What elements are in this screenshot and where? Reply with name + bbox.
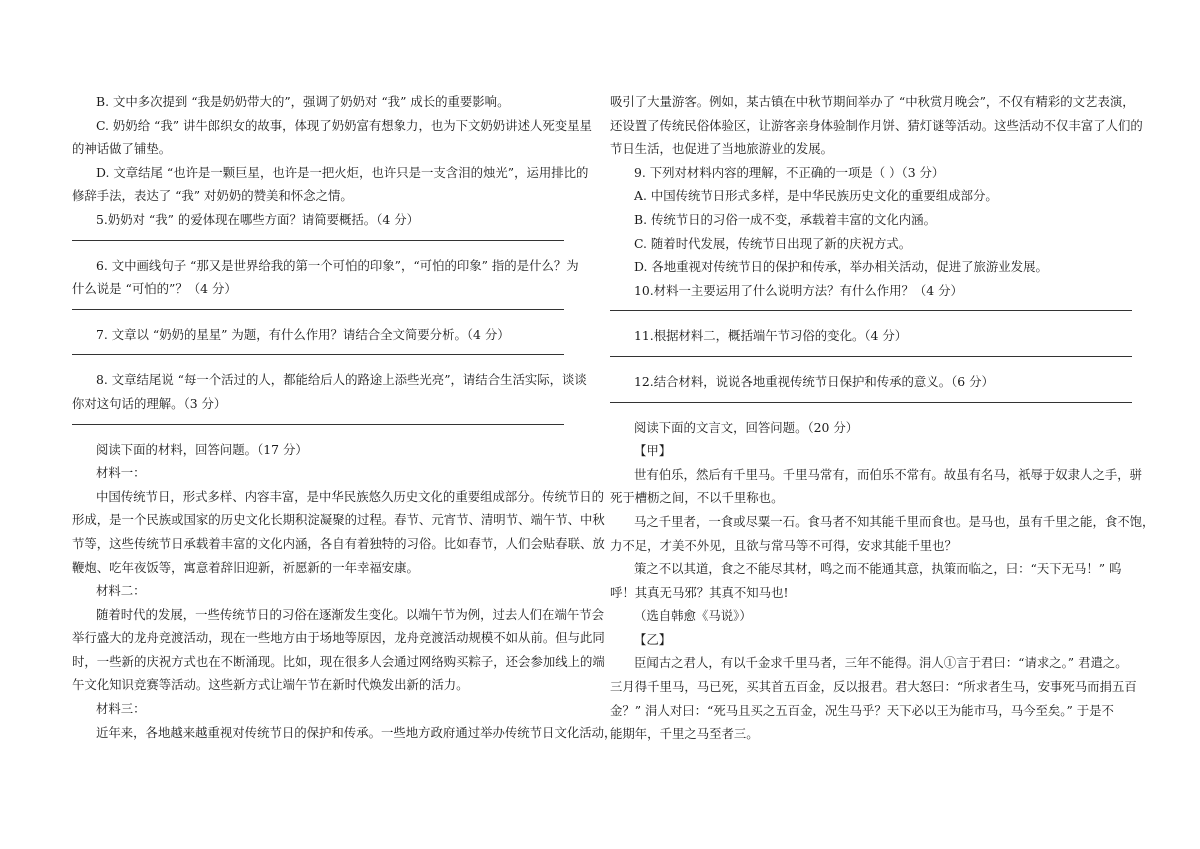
material-1-title: 材料一： [96,465,146,481]
passage-yi-line: 能期年，千里之马至者三。 [610,726,759,742]
material-1-line: 形成，是一个民族或国家的历史文化长期积淀凝聚的过程。春节、元宵节、清明节、端午节、中秋 [72,512,605,528]
material-2-title: 材料二： [96,583,146,599]
passage-jia-line: 策之不以其道，食之不能尽其材，鸣之而不能通其意，执策而临之，曰：“天下无马！” 呜 [634,561,1122,577]
material-2-line: 随着时代的发展，一些传统节日的习俗在逐渐发生变化。以端午节为例，过去人们在端午节会 [96,606,605,622]
q9-option-b: B. 传统节日的习俗一成不变，承载着丰富的文化内涵。 [634,211,936,227]
question-6-cont: 什么说是 “可怕的”？（4 分） [72,281,237,297]
q9-option-d: D. 各地重视对传统节日的保护和传承，举办相关活动，促进了旅游业发展。 [634,259,1048,275]
question-9: 9. 下列对材料内容的理解，不正确的一项是（ ）（3 分） [634,164,945,180]
reading-intro: 阅读下面的材料，回答问题。（17 分） [96,441,308,457]
material-3-title: 材料三： [96,701,146,717]
material-1-line: 鞭炮、吃年夜饭等，寓意着辞旧迎新，祈愿新的一年幸福安康。 [72,559,419,575]
q4-option-d-cont: 修辞手法，表达了 “我” 对奶奶的赞美和怀念之情。 [72,188,353,204]
question-11: 11.根据材料二，概括端午节习俗的变化。（4 分） [634,328,908,344]
question-7: 7. 文章以 “奶奶的星星” 为题，有什么作用？请结合全文简要分析。（4 分） [96,326,510,342]
passage-jia-line: 力不足，才美不外见，且欲与常马等不可得，安求其能千里也？ [610,537,957,553]
material-2-line: 时，一些新的庆祝方式也在不断涌现。比如，现在很多人会通过网络购买粽子，还会参加线上的端 [72,653,605,669]
question-10: 10.材料一主要运用了什么说明方法？有什么作用？（4 分） [634,282,963,298]
q4-option-c-cont: 的神话做了铺垫。 [72,141,172,157]
passage-jia-source: （选自韩愈《马说》） [634,608,752,624]
q4-option-b: B. 文中多次提到 “我是奶奶带大的”，强调了奶奶对 “我” 成长的重要影响。 [96,94,510,109]
question-8-cont: 你对这句话的理解。（3 分） [72,395,227,411]
question-6: 6. 文中画线句子 “那又是世界给我的第一个可怕的印象”，“可怕的印象” 指的是什么？为 [96,257,579,273]
material-1-line: 中国传统节日，形式多样、内容丰富，是中华民族悠久历史文化的重要组成部分。传统节日的 [96,488,605,504]
passage-jia-label: 【甲】 [634,443,672,459]
material-2-line: 午文化知识竞赛等活动。这些新方式让端午节在新时代焕发出新的活力。 [72,677,469,693]
passage-yi-line: 金？” 涓人对曰：“死马且买之五百金，况生马乎？天下必以王为能市马，马今至矣。” 于是不 [610,702,1114,718]
passage-yi-line: 三月得千里马，马已死，买其首五百金，反以报君。君大怒曰：“所求者生马，安事死马而捐五百 [610,679,1137,695]
q4-options [72,90,592,208]
material-1-line: 节等，这些传统节日承载着丰富的文化内涵，各自有着独特的习俗。比如春节，人们会贴春联、放 [72,535,605,551]
answer-line-q11 [610,356,1132,357]
material-3-line: 近年来，各地越来越重视对传统节日的保护和传承。一些地方政府通过举办传统节日文化活动， [96,724,617,740]
right-column [610,90,1155,746]
material-2-line: 举行盛大的龙舟竞渡活动，现在一些地方由于场地等原因，龙舟竞渡活动规模不如从前。但与此同 [72,630,605,646]
passage-yi-label: 【乙】 [634,631,672,647]
answer-line-q5 [72,240,564,241]
classical-intro: 阅读下面的文言文，回答问题。（20 分） [634,419,859,435]
passage-jia-line: 死于槽枥之间，不以千里称也。 [610,490,784,506]
material-3-line: 吸引了大量游客。例如，某古镇在中秋节期间举办了 “中秋赏月晚会”，不仅有精彩的文艺表演， [610,94,1135,109]
passage-jia-line: 马之千里者，一食或尽粟一石。食马者不知其能千里而食也。是马也，虽有千里之能，食不饱， [634,513,1155,529]
passage-jia-line: 世有伯乐，然后有千里马。千里马常有，而伯乐不常有。故虽有名马，祇辱于奴隶人之手，骈 [634,466,1143,482]
answer-line-q6 [72,309,564,310]
passage-jia-line: 呼！其真无马邪？其真不知马也! [610,584,789,600]
q4-option-c: C. 奶奶给 “我” 讲牛郎织女的故事，体现了奶奶富有想象力，也为下文奶奶讲述人死变星星 [96,117,592,133]
answer-line-q12 [610,402,1132,403]
question-5: 5.奶奶对 “我” 的爱体现在哪些方面？请简要概括。（4 分） [96,211,419,227]
answer-line-q10 [610,310,1132,311]
q4-option-d: D. 文章结尾 “也许是一颗巨星，也许是一把火炬，也许只是一支含泪的烛光”，运用排比的 [96,164,589,180]
material-3-line: 节日生活，也促进了当地旅游业的发展。 [610,141,834,157]
question-12: 12.结合材料，说说各地重视传统节日保护和传承的意义。（6 分） [634,373,994,389]
material-3-line: 还设置了传统民俗体验区，让游客亲身体验制作月饼、猜灯谜等活动。这些活动不仅丰富了人们的 [610,117,1143,133]
passage-yi-line: 臣闻古之君人，有以千金求千里马者，三年不能得。涓人①言于君曰：“请求之。” 君遣之。 [634,655,1128,671]
question-8: 8. 文章结尾说 “每一个活过的人，都能给后人的路途上添些光亮”，请结合生活实际，谈谈 [96,372,587,388]
answer-line-q7 [72,354,564,355]
left-column [72,90,617,744]
q9-option-c: C. 随着时代发展，传统节日出现了新的庆祝方式。 [634,235,912,251]
q9-option-a: A. 中国传统节日形式多样，是中华民族历史文化的重要组成部分。 [634,188,998,204]
answer-line-q8 [72,424,564,425]
